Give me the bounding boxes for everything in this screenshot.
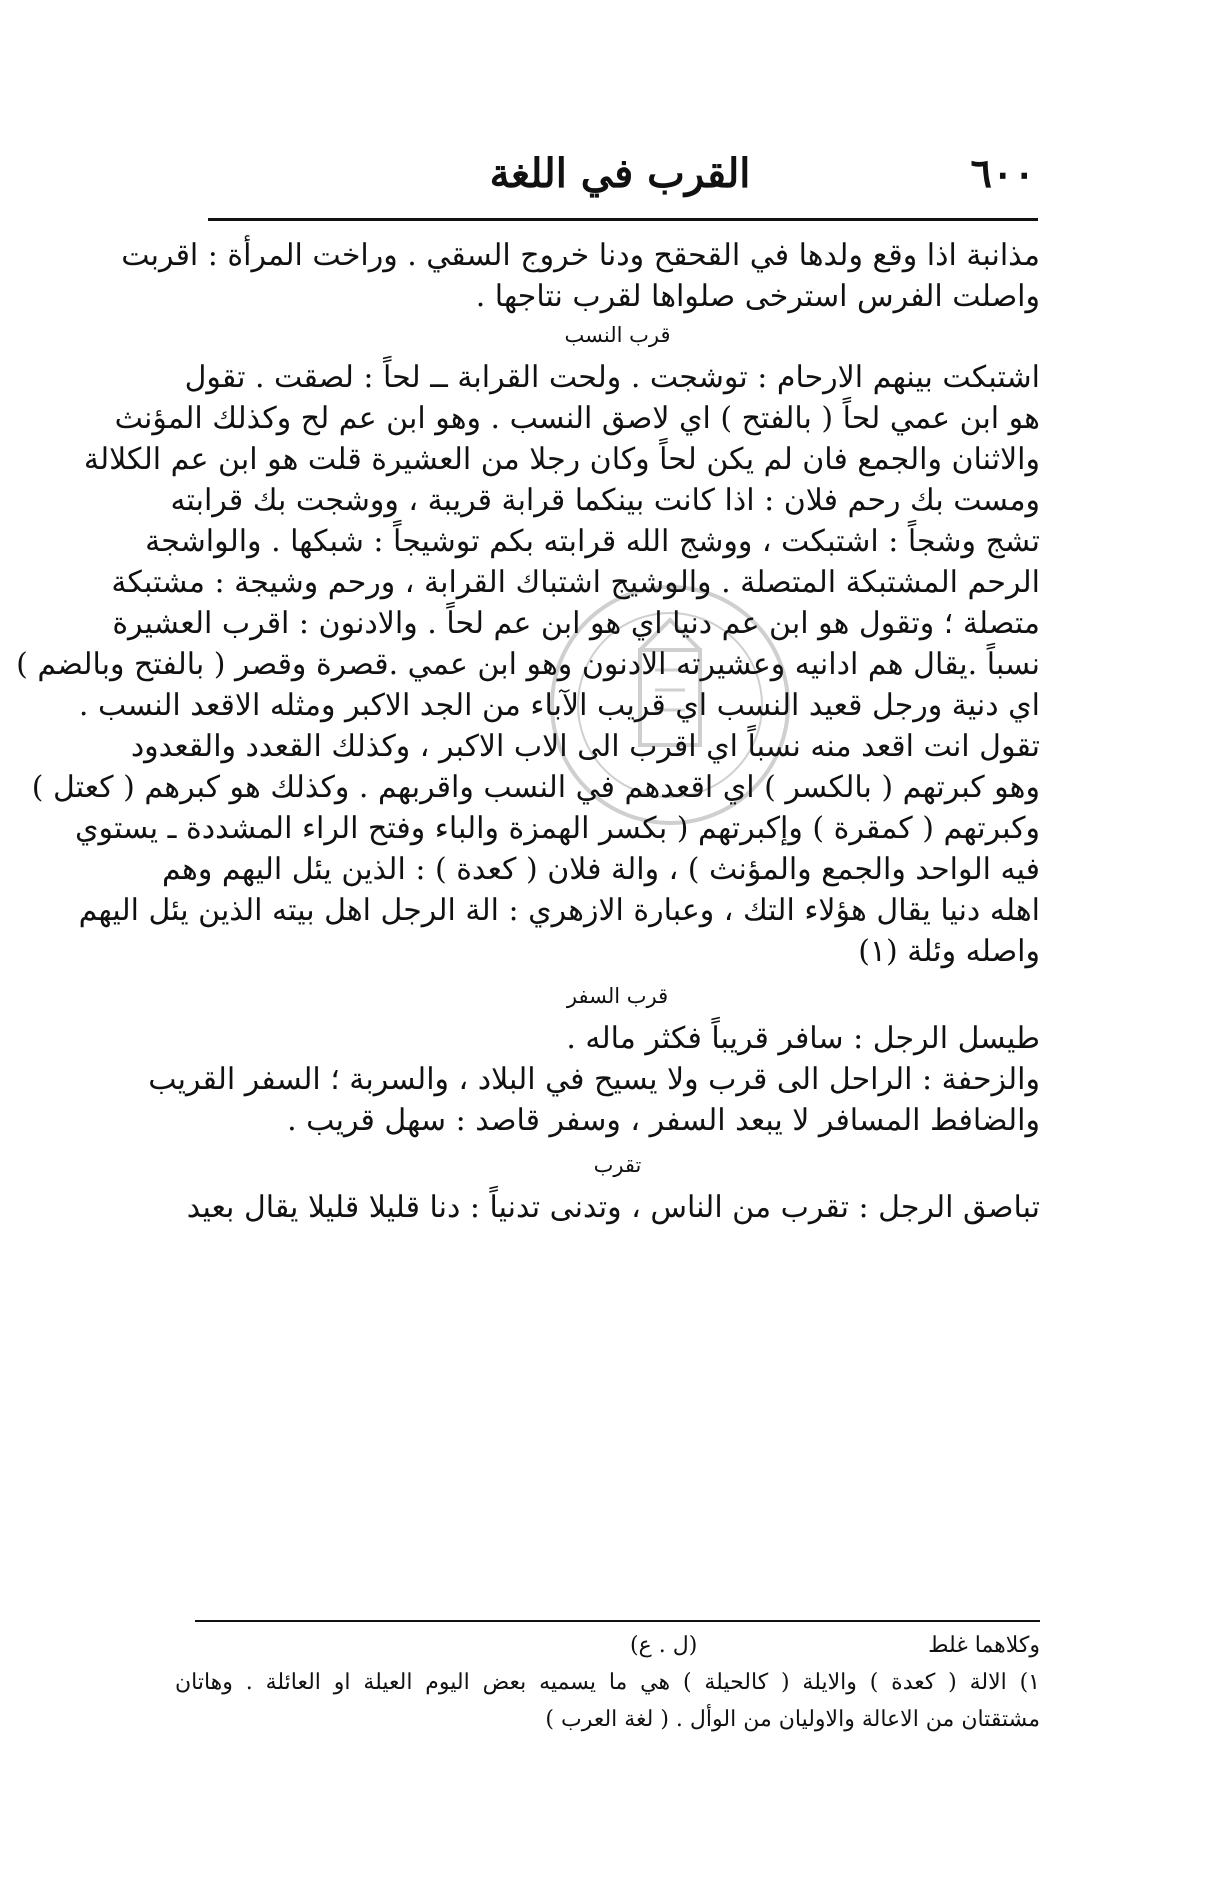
text-line: نسباً .يقال هم ادانيه وعشيرته الادنون وهو ابن عمي .قصرة وقصر ( بالفتح وبالضم ) bbox=[16, 647, 1040, 682]
page-header bbox=[205, 150, 1035, 212]
text-line: واصلت الفرس استرخى صلواها لقرب نتاجها . bbox=[475, 279, 1040, 314]
section-heading-approach: تقرب bbox=[593, 1153, 642, 1177]
section-heading-travel: قرب السفر bbox=[566, 984, 669, 1008]
text-line: وهو كبرتهم ( بالكسر ) اي اقعدهم في النسب واقربهم . وكذلك هو كبرهم ( كعتل ) bbox=[31, 770, 1040, 805]
text-line: تشج وشجاً : اشتبكت ، ووشج الله قرابته بكم توشيجاً : شبكها . والواشجة bbox=[145, 524, 1040, 559]
text-line: اهله دنيا يقال هؤلاء التك ، وعبارة الازهري : الة الرجل اهل بيته الذين يئل اليهم bbox=[78, 893, 1040, 928]
footnotes bbox=[175, 1627, 1040, 1738]
footnote-line: مشتقتان من الاعالة والاوليان من الوأل . ( لغة العرب ) bbox=[545, 1707, 1040, 1732]
text-line: الرحم المشتبكة المتصلة . والوشيج اشتباك القرابة ، ورحم وشيجة : مشتبكة bbox=[111, 565, 1040, 600]
text-line: وكبرتهم ( كمقرة ) وإكبرتهم ( بكسر الهمزة والباء وفتح الراء المشددة ـ يستوي bbox=[75, 811, 1040, 846]
footnote-line: وكلاهما غلط (ل . ع) bbox=[630, 1633, 1040, 1658]
header-rule bbox=[208, 218, 1038, 221]
text-line: تباصق الرجل : تقرب من الناس ، وتدنى تدنياً : دنا قليلا قليلا يقال بعيد bbox=[186, 1190, 1040, 1225]
text-line: ومست بك رحم فلان : اذا كانت بينكما قرابة قريبة ، ووشجت بك قرابته bbox=[170, 483, 1040, 518]
running-title: القرب في اللغة bbox=[489, 150, 751, 197]
footnote-rule bbox=[195, 1620, 1040, 1622]
text-line: والضافط المسافر لا يبعد السفر ، وسفر قاصد : سهل قريب . bbox=[287, 1103, 1040, 1138]
text-line: متصلة ؛ وتقول هو ابن عم دنيا اي هو ابن عم لحاً . والادنون : اقرب العشيرة bbox=[112, 606, 1040, 641]
text-line: هو ابن عمي لحاً ( بالفتح ) اي لاصق النسب . وهو ابن عم لح وكذلك المؤنث bbox=[114, 401, 1040, 436]
text-line: فيه الواحد والجمع والمؤنث ) ، والة فلان ( كعدة ) : الذين يئل اليهم وهم bbox=[162, 852, 1040, 887]
text-line: تقول انت اقعد منه نسباً اي اقرب الى الاب الاكبر ، وكذلك القعدد والقعدود bbox=[130, 729, 1040, 764]
text-line: اي دنية ورجل قعيد النسب اي قريب الآباء من الجد الاكبر ومثله الاقعد النسب . bbox=[78, 688, 1040, 723]
text-line: اشتبكت بينهم الارحام : توشجت . ولحت القرابة ــ لحاً : لصقت . تقول bbox=[184, 360, 1040, 395]
page-number: ٦٠٠ bbox=[970, 150, 1035, 197]
footnote-line: ١) الالة ( كعدة ) والايلة ( كالحيلة ) هي ما يسميه بعض اليوم العيلة او العائلة . وهاتان bbox=[175, 1670, 1040, 1695]
text-line: مذانبة اذا وقع ولدها في القحقح ودنا خروج السقي . وراخت المرأة : اقربت bbox=[121, 238, 1040, 273]
text-line: والزحفة : الراحل الى قرب ولا يسيح في البلاد ، والسربة ؛ السفر القريب bbox=[148, 1062, 1040, 1097]
text-line: واصله وئلة (١) bbox=[858, 934, 1040, 969]
section-heading-kinship: قرب النسب bbox=[564, 323, 671, 347]
text-line: طيسل الرجل : سافر قريباً فكثر ماله . bbox=[566, 1021, 1040, 1056]
main-text bbox=[16, 235, 1040, 1228]
text-line: والاثنان والجمع فان لم يكن لحاً وكان رجلا من العشيرة قلت هو ابن عم الكلالة bbox=[83, 442, 1040, 477]
